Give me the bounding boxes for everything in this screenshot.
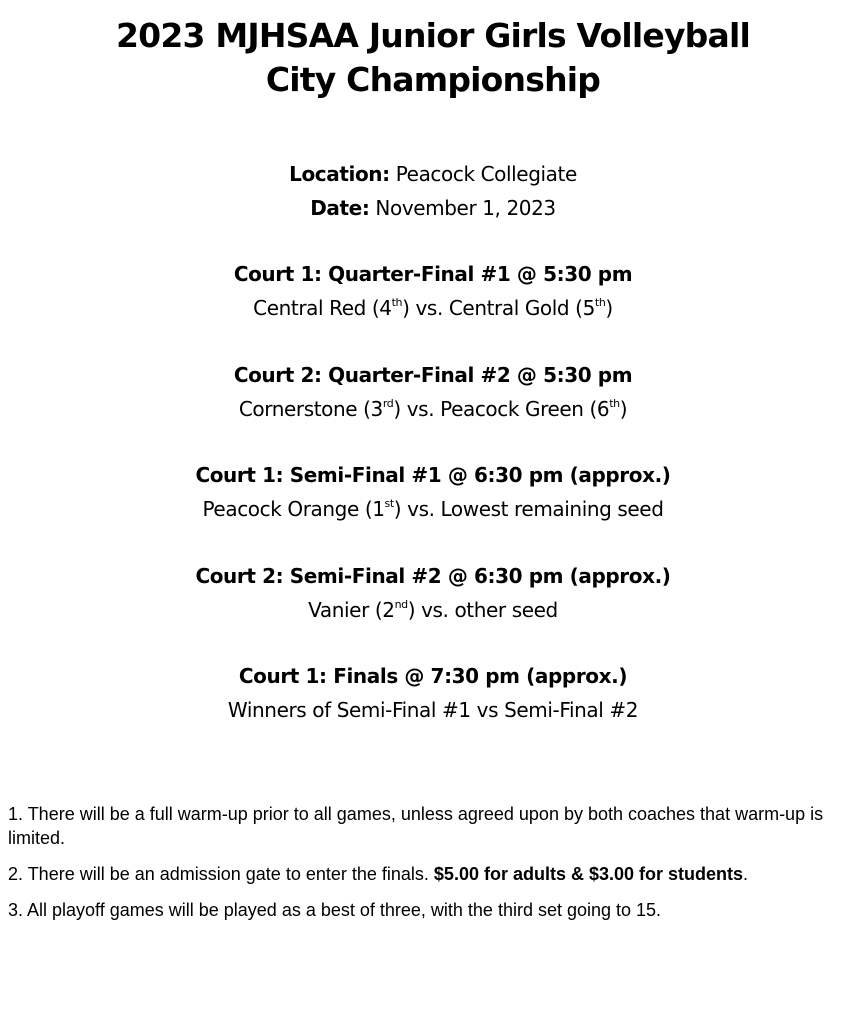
game-header: Court 1: Semi-Final #1 @ 6:30 pm (approx.) xyxy=(195,463,671,487)
title-line-2: City Championship xyxy=(265,60,601,99)
location-label: Location: xyxy=(289,162,390,186)
game-semi-final-1 xyxy=(0,458,866,526)
game-header: Court 2: Semi-Final #2 @ 6:30 pm (approx.) xyxy=(195,564,671,588)
game-finals xyxy=(0,659,866,727)
admission-prices: $5.00 for adults & $3.00 for students xyxy=(433,864,744,884)
event-info xyxy=(0,157,866,225)
game-matchup: Cornerstone (3rd) vs. Peacock Green (6th) xyxy=(238,397,628,421)
game-header: Court 2: Quarter-Final #2 @ 5:30 pm xyxy=(233,363,633,387)
date-line xyxy=(0,191,866,225)
location-value: Peacock Collegiate xyxy=(395,162,577,186)
game-matchup: Peacock Orange (1st) vs. Lowest remaining seed xyxy=(202,497,664,521)
game-header: Court 1: Quarter-Final #1 @ 5:30 pm xyxy=(233,262,633,286)
note-3: 3. All playoff games will be played as a best of three, with the third set going to 15. xyxy=(8,900,662,920)
page-title xyxy=(0,14,866,102)
notes-section xyxy=(8,802,858,934)
game-matchup: Vanier (2nd) vs. other seed xyxy=(308,598,558,622)
note-2: 2. There will be an admission gate to enter the finals. $5.00 for adults & $3.00 for students. xyxy=(8,864,749,884)
game-matchup: Winners of Semi-Final #1 vs Semi-Final #2 xyxy=(227,698,639,722)
date-value: November 1, 2023 xyxy=(375,196,556,220)
title-line-1: 2023 MJHSAA Junior Girls Volleyball xyxy=(116,16,750,55)
game-quarter-final-2 xyxy=(0,358,866,426)
note-1: 1. There will be a full warm-up prior to all games, unless agreed upon by both coaches that warm-up is limited. xyxy=(8,804,824,848)
date-label: Date: xyxy=(310,196,370,220)
game-quarter-final-1 xyxy=(0,257,866,325)
game-matchup: Central Red (4th) vs. Central Gold (5th) xyxy=(253,296,613,320)
game-semi-final-2 xyxy=(0,559,866,627)
location-line xyxy=(0,157,866,191)
game-header: Court 1: Finals @ 7:30 pm (approx.) xyxy=(238,664,628,688)
